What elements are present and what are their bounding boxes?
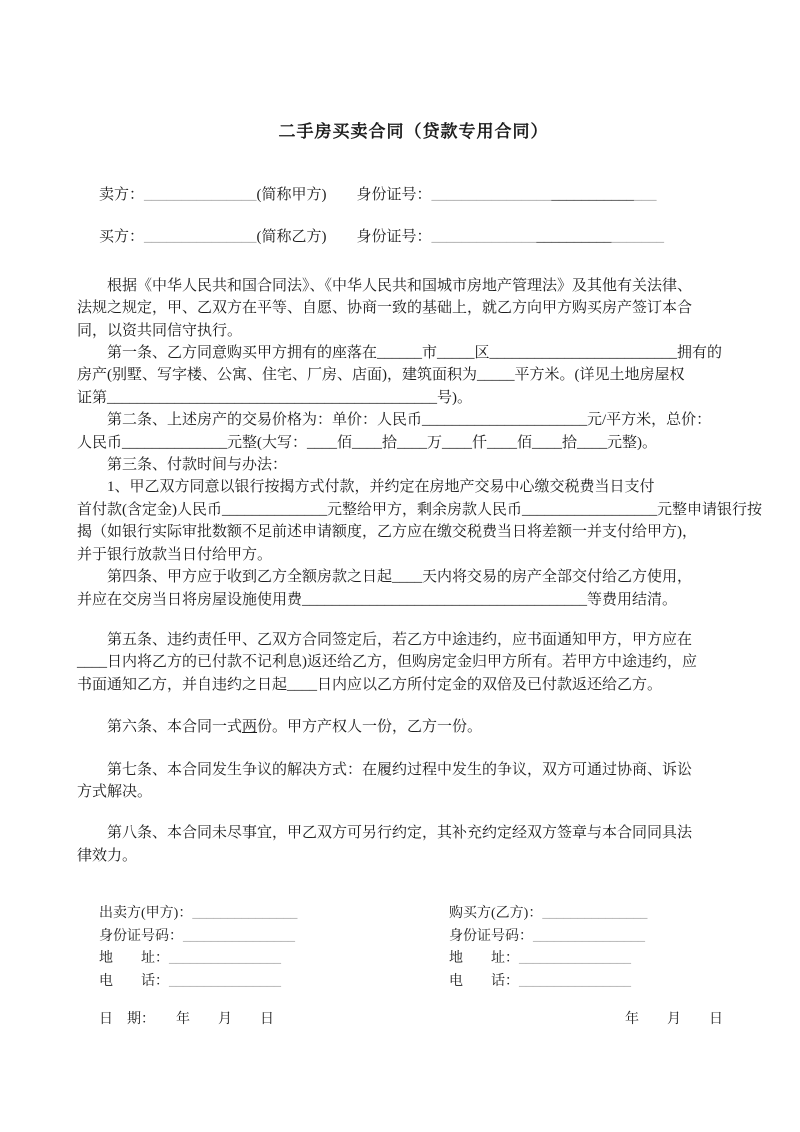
buyer-sign-party-label: 购买方(乙方)： <box>449 906 543 922</box>
buyer-sign-party-row <box>449 903 750 926</box>
seller-name-blank: _______________ <box>144 187 257 203</box>
seller-sign-party-row <box>99 903 449 926</box>
date-row <box>99 1009 750 1032</box>
buyer-label: 买方： <box>99 229 145 246</box>
clause3-item-line: 并于银行放款当日付给甲方。 <box>77 546 273 563</box>
preamble-line: 法规之规定，甲、乙双方在平等、自愿、协商一致的基础上，就乙方向甲方购买房产签订本合 <box>77 300 693 317</box>
clause1-line: 第一条、乙方同意购买甲方拥有的座落在______市_____区_________________________拥有的 <box>107 345 723 362</box>
clause5-line: 第五条、违约责任甲、乙双方合同签定后，若乙方中途违约，应书面通知甲方，甲方应在 <box>107 631 693 648</box>
clause7-line: 方式解决。 <box>77 783 153 800</box>
date-right: 年 月 日 <box>625 1012 723 1028</box>
buyer-sign-id-label: 身份证号码： <box>449 928 533 944</box>
clause4-line: 第四条、甲方应于收到乙方全额房款之日起____天内将交易的房产全部交付给乙方使用， <box>107 569 693 586</box>
signature-buyer-column <box>449 903 750 993</box>
clause3-item-line: 1、甲乙双方同意以银行按揭方式付款，并约定在房地产交易中心缴交税费当日支付 <box>107 479 655 496</box>
seller-gap <box>327 187 357 203</box>
buyer-sign-address-label: 地 址： <box>449 951 519 967</box>
preamble-line: 同，以资共同信守执行。 <box>77 322 243 339</box>
date-left: 日 期： 年 月 日 <box>99 1012 274 1028</box>
buyer-gap <box>327 229 357 245</box>
seller-id-label: 身份证号： <box>356 187 432 203</box>
clause5-line: 书面通知乙方，并自违约之日起____日内应以乙方所付定金的双倍及已付款返还给乙方。 <box>77 676 663 693</box>
buyer-sign-party-blank: _______________ <box>542 906 648 922</box>
buyer-sign-address-blank: ________________ <box>519 951 631 967</box>
clause1-line: 证第____________________________________________号)。 <box>77 389 472 406</box>
seller-sign-id-blank: ________________ <box>183 928 295 944</box>
clause2-line: 第二条、上述房产的交易价格为：单价：人民币______________________元/平方米，总价： <box>107 412 712 429</box>
seller-sign-phone-blank: ________________ <box>169 973 281 989</box>
buyer-sign-id-row <box>449 926 750 949</box>
contract-title: 二手房买卖合同（贷款专用合同） <box>278 122 549 141</box>
buyer-id-label: 身份证号： <box>356 229 432 246</box>
seller-sign-id-label: 身份证号码： <box>99 928 183 944</box>
seller-sign-party-label: 出卖方(甲方)： <box>99 906 193 922</box>
buyer-sign-phone-label: 电 话： <box>449 973 519 989</box>
seller-label: 卖方： <box>99 187 145 203</box>
clause6-underlined-char: 两 <box>242 719 258 736</box>
buyer-id-blank-tail: _______ <box>611 229 665 246</box>
buyer-sign-address-row <box>449 948 750 971</box>
clause7-line: 第七条、本合同发生争议的解决方式：在履约过程中发生的争议，双方可通过协商、诉讼 <box>107 761 693 778</box>
seller-sign-address-row <box>99 948 449 971</box>
clause6-post: 份。甲方产权人一份，乙方一份。 <box>257 719 483 736</box>
buyer-id-blank-dark: __________ <box>536 229 612 246</box>
clause8-line: 律效力。 <box>77 847 138 864</box>
seller-id-blank: ________________ <box>431 187 552 203</box>
preamble-line: 根据《中华人民共和国合同法》、《中华人民共和国城市房地产管理法》及其他有关法律、 <box>107 277 693 294</box>
clause3-item-line: 首付款(含定金)人民币______________元整给甲方，剩余房款人民币__________________元整申请银行按 <box>77 501 762 518</box>
clause5-line: ____日内将乙方的已付款不记利息)返还给乙方，但购房定金归甲方所有。若甲方中途违约，应 <box>77 654 697 671</box>
seller-sign-party-blank: _______________ <box>192 906 298 922</box>
buyer-sign-phone-row <box>449 971 750 994</box>
clause4-line: 并应在交房当日将房屋设施使用费______________________________________等费用结清。 <box>77 591 678 608</box>
signature-columns <box>99 903 750 993</box>
buyer-name-blank: _______________ <box>144 229 257 246</box>
seller-id-blank-tail: ___ <box>634 187 657 203</box>
seller-party-line <box>99 184 750 206</box>
clause1-line: 房产(别墅、写字楼、公寓、住宅、厂房、店面)，建筑面积为_____平方米。(详见土地房屋权 <box>77 367 685 384</box>
clause6-pre: 第六条、本合同一式 <box>107 719 243 736</box>
buyer-party-line <box>99 226 750 248</box>
seller-sign-address-blank: ________________ <box>169 951 281 967</box>
buyer-sign-phone-blank: ________________ <box>519 973 631 989</box>
seller-sign-address-label: 地 址： <box>99 951 169 967</box>
buyer-id-blank: ______________ <box>431 229 537 246</box>
clause3-heading: 第三条、付款时间与办法： <box>107 457 288 474</box>
seller-sign-phone-row <box>99 971 449 994</box>
signature-block <box>99 903 750 1032</box>
clause8-line: 第八条、本合同未尽事宜，甲乙双方可另行约定，其补充约定经双方签章与本合同同具法 <box>107 825 693 842</box>
clause2-line: 人民币______________元整(大写：____佰____拾____万____仟____佰____拾____元整)。 <box>77 434 657 451</box>
seller-alias: (简称甲方) <box>256 187 327 203</box>
clause3-item-line: 揭（如银行实际审批数额不足前述申请额度，乙方应在缴交税费当日将差额一并支付给甲方)， <box>77 524 697 541</box>
seller-id-blank-dark: ___________ <box>551 187 635 203</box>
seller-sign-phone-label: 电 话： <box>99 973 169 989</box>
signature-seller-column <box>99 903 449 993</box>
buyer-alias: (简称乙方) <box>256 229 327 246</box>
seller-sign-id-row <box>99 926 449 949</box>
clause6-line <box>77 716 750 738</box>
buyer-sign-id-blank: ________________ <box>533 928 645 944</box>
